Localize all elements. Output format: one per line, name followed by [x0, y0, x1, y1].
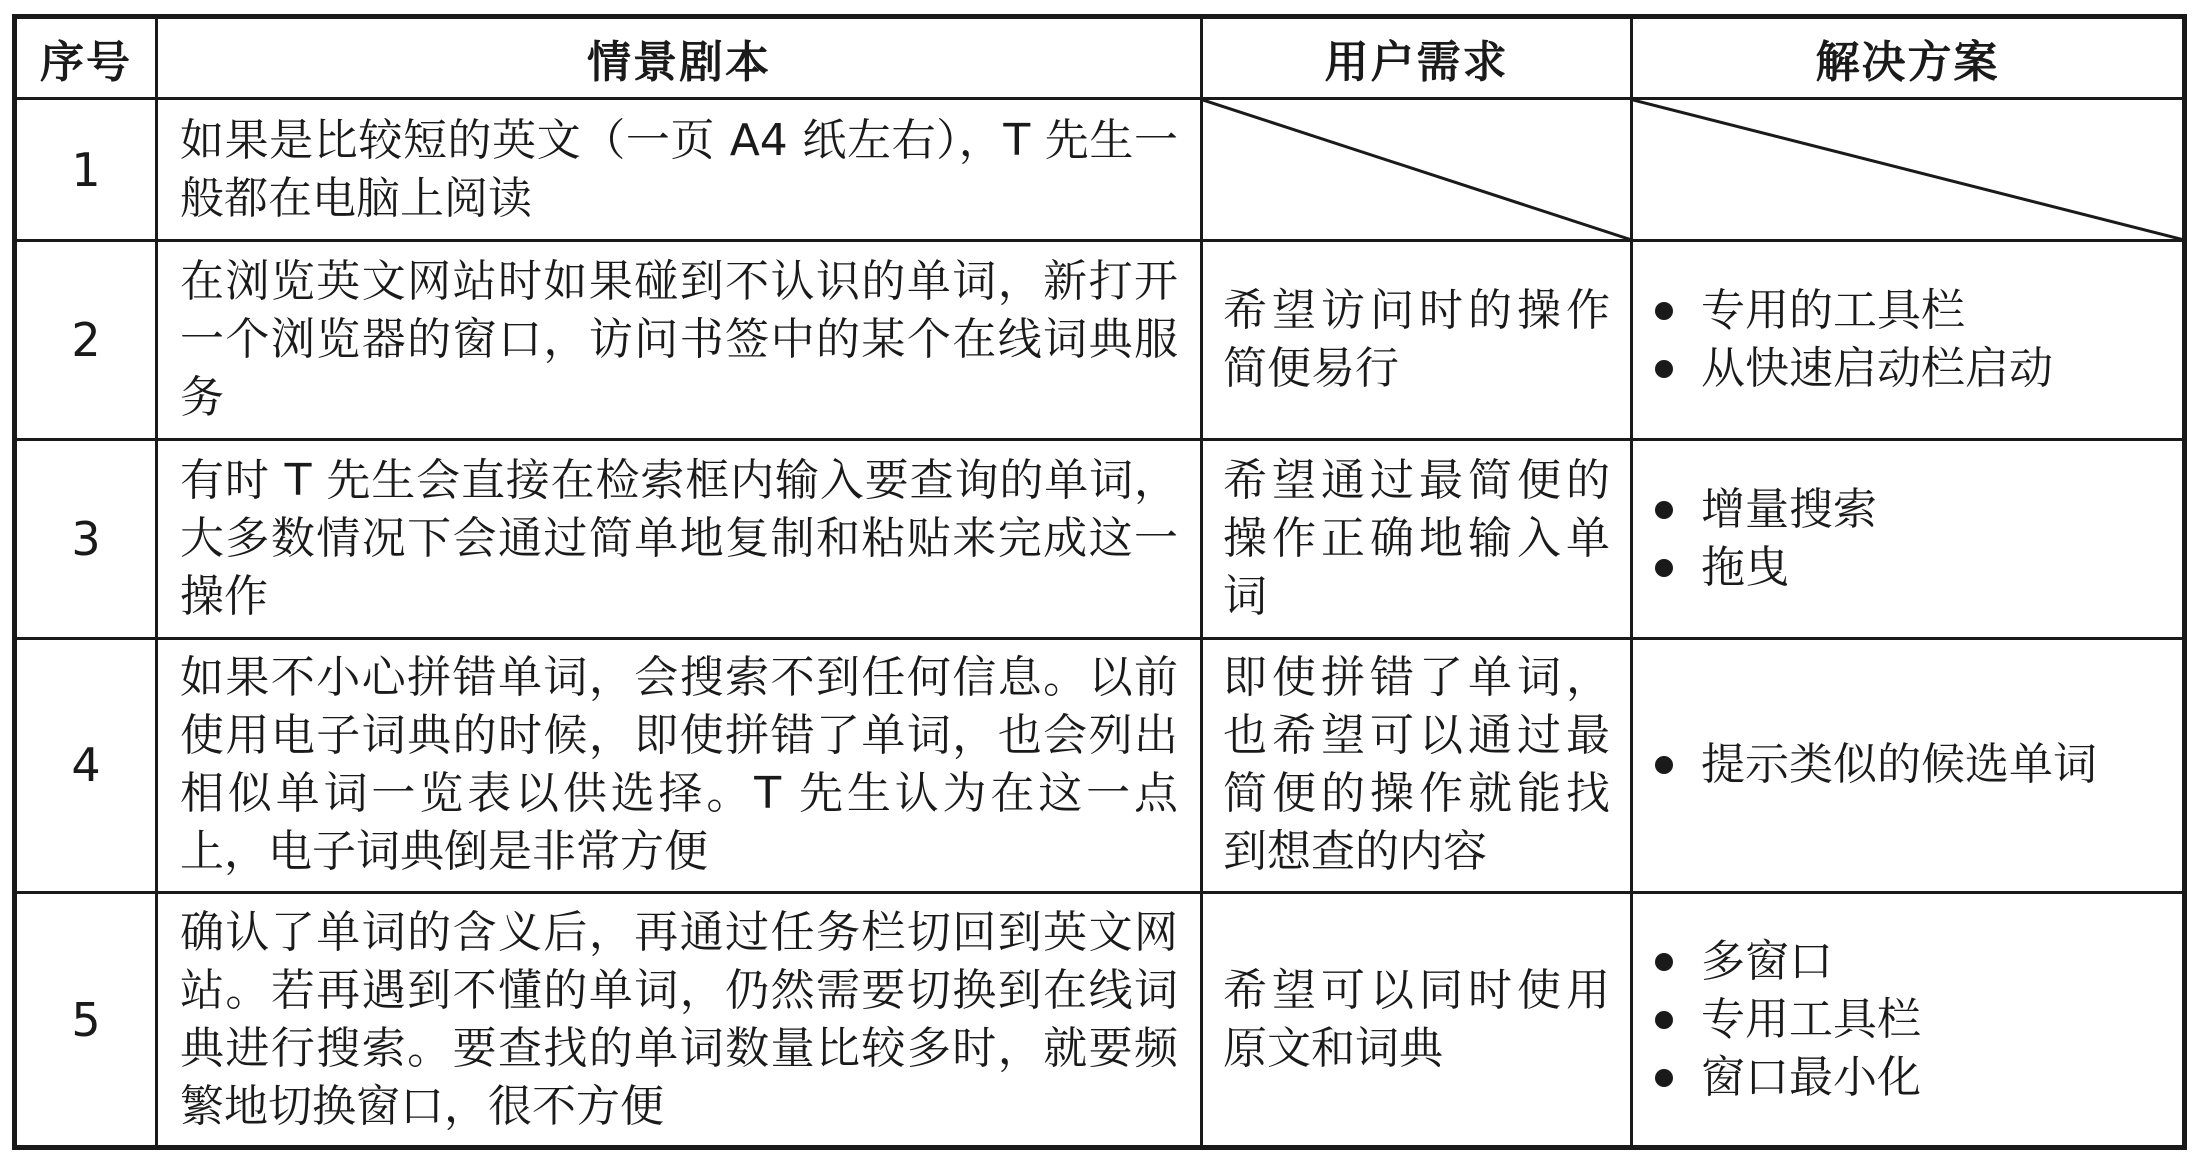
row-scenario: 在浏览英文网站时如果碰到不认识的单词，新打开一个浏览器的窗口，访问书签中的某个在线词典服务	[157, 241, 1202, 440]
table-header-row	[15, 17, 2185, 99]
header-scenario: 情景剧本	[157, 17, 1202, 99]
solution-list	[1655, 736, 2164, 794]
diagonal-line-icon	[1203, 100, 1630, 239]
bullet-icon	[1655, 756, 1673, 774]
table-row	[15, 99, 2185, 241]
bullet-icon	[1655, 360, 1673, 378]
solution-item	[1655, 282, 2164, 340]
row-scenario: 有时 T 先生会直接在检索框内输入要查询的单词，大多数情况下会通过简单地复制和粘贴来完成这一操作	[157, 439, 1202, 638]
table-row	[15, 638, 2185, 893]
scenario-table	[12, 14, 2187, 1150]
bullet-icon	[1655, 1069, 1673, 1087]
row-scenario: 确认了单词的含义后，再通过任务栏切回到英文网站。若再遇到不懂的单词，仍然需要切换到在线词典进行搜索。要查找的单词数量比较多时，就要频繁地切换窗口，很不方便	[157, 893, 1202, 1148]
solution-text: 专用工具栏	[1701, 993, 1921, 1045]
row-index: 2	[15, 241, 157, 440]
table-row	[15, 893, 2185, 1148]
row-need: 希望访问时的操作简便易行	[1202, 241, 1632, 440]
solution-item	[1655, 736, 2164, 794]
row-scenario: 如果是比较短的英文（一页 A4 纸左右），T 先生一般都在电脑上阅读	[157, 99, 1202, 241]
bullet-icon	[1655, 1011, 1673, 1029]
bullet-icon	[1655, 953, 1673, 971]
row-solution-empty	[1632, 99, 2185, 241]
solution-text: 专用的工具栏	[1701, 285, 1965, 337]
row-solution	[1632, 241, 2185, 440]
solution-item	[1655, 481, 2164, 539]
solution-list	[1655, 481, 2164, 597]
solution-text: 多窗口	[1701, 935, 1833, 987]
solution-item	[1655, 539, 2164, 597]
scenario-table-container	[12, 14, 2182, 1150]
row-index: 4	[15, 638, 157, 893]
row-solution	[1632, 638, 2185, 893]
bullet-icon	[1655, 559, 1673, 577]
row-index: 3	[15, 439, 157, 638]
header-index: 序号	[15, 17, 157, 99]
solution-text: 拖曳	[1701, 541, 1789, 593]
solution-item	[1655, 933, 2164, 991]
row-index: 1	[15, 99, 157, 241]
solution-item	[1655, 991, 2164, 1049]
solution-text: 窗口最小化	[1701, 1051, 1921, 1103]
solution-text: 增量搜索	[1701, 483, 1877, 535]
row-need: 希望通过最简便的操作正确地输入单词	[1202, 439, 1632, 638]
row-solution	[1632, 439, 2185, 638]
diagonal-line-icon	[1633, 100, 2182, 239]
bullet-icon	[1655, 302, 1673, 320]
table-row	[15, 439, 2185, 638]
solution-list	[1655, 282, 2164, 398]
solution-item	[1655, 1049, 2164, 1107]
solution-text: 提示类似的候选单词	[1701, 739, 2097, 791]
row-solution	[1632, 893, 2185, 1148]
table-row	[15, 241, 2185, 440]
header-solution: 解决方案	[1632, 17, 2185, 99]
row-need: 即使拼错了单词，也希望可以通过最简便的操作就能找到想查的内容	[1202, 638, 1632, 893]
row-index: 5	[15, 893, 157, 1148]
solution-list	[1655, 933, 2164, 1107]
solution-item	[1655, 340, 2164, 398]
row-need: 希望可以同时使用原文和词典	[1202, 893, 1632, 1148]
header-need: 用户需求	[1202, 17, 1632, 99]
bullet-icon	[1655, 501, 1673, 519]
row-scenario: 如果不小心拼错单词，会搜索不到任何信息。以前使用电子词典的时候，即使拼错了单词，也会列出相似单词一览表以供选择。T 先生认为在这一点上，电子词典倒是非常方便	[157, 638, 1202, 893]
row-need-empty	[1202, 99, 1632, 241]
solution-text: 从快速启动栏启动	[1701, 343, 2053, 395]
